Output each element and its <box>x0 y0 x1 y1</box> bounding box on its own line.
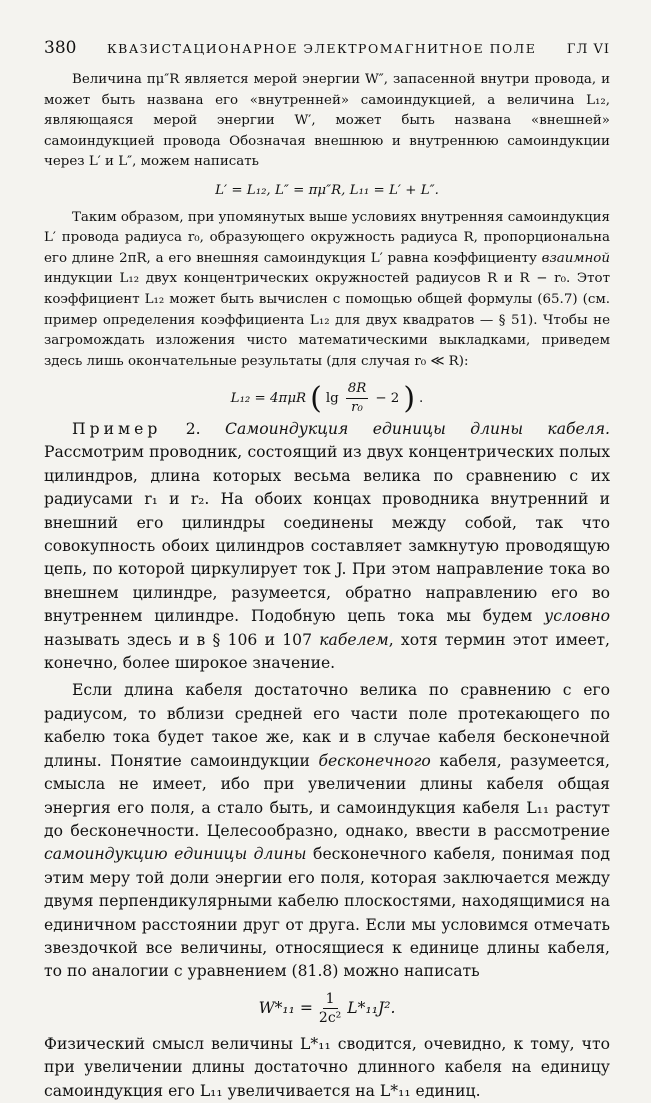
paragraph-cable-length: Если длина кабеля достаточно велика по сравнению с его радиусом, то вблизи средней его части поле протекающего по кабелю тока будет такое же, как и в случае кабеля бесконечной длины. Понятие самоиндукции бесконечного кабеля, разумеется, смысла не имеет, ибо при увеличении длины кабеля общая энергия его поля, а стало быть, и самоиндукция кабеля L₁₁ растут до бесконечности. Целесообразно, однако, ввести в рассмотрение самоиндукцию единицы длины бесконечного кабеля, понимая под этим меру той доли энергии его поля, которая заключается между двумя перпендикулярными кабелю плоскостями, находящимися на единичном расстоянии друг от друга. Если мы условимся отмечать звездочкой все величины, относящиеся к единице длины кабеля, то по аналогии с уравнением (81.8) можно написать <box>44 681 610 981</box>
running-title: КВАЗИСТАЦИОНАРНОЕ ЭЛЕКТРОМАГНИТНОЕ ПОЛЕ <box>106 41 537 56</box>
fraction-1-2c2: $\frac{1}{\text{2c²}}$ <box>318 990 342 1026</box>
equation-l12: L₁₂ = 4πμR ( lg 8R r₀ − 2 ) . <box>230 380 424 416</box>
equation-w11: W*₁₁ = $\frac{1}{\text{2c²}}$ L*₁₁J². <box>258 990 396 1026</box>
running-header <box>44 38 610 58</box>
emphasis-mutual: взаимной <box>541 250 610 266</box>
main-print-block <box>44 418 610 1103</box>
example-label: Пример <box>72 420 162 438</box>
small-print-block <box>44 70 610 417</box>
right-paren: ) <box>403 380 416 416</box>
example-title: Самоиндукция единицы длины кабеля. <box>225 420 610 438</box>
paragraph-example-2: Пример 2. Самоиндукция единицы длины кабеля. Рассмотрим проводник, состоящий из двух концентрических полых цилиндров, длина которых весьма велика по сравнению с их радиусами r₁ и r₂. На обоих концах проводника внутренний и внешний его цилиндры соединены между собой, так что совокупность обоих цилиндров составляет замкнутую проводящую цепь, по которой циркулирует ток J. При этом направление тока во внешнем цилиндре, разумеется, обратно направлению его во внутреннем цилиндре. Подобную цепь тока мы будем условно называть здесь и в § 106 и 107 кабелем, хотя термин этот имеет, конечно, более широкое значение. <box>44 420 610 673</box>
paragraph-internal-inductance: Величина πμ″R является мерой энергии W″, запасенной внутри провода, и может быть названа его «внутренней» самоиндукцией, а величина L₁₂, являющаяся мерой энергии W′, может быть названа «внешней» самоиндукцией провода Обозначая внешнюю и внутреннюю самоиндукции через L′ и L″, можем написать <box>44 72 610 170</box>
page-number: 380 <box>44 38 77 58</box>
chapter-label: ГЛ VI <box>566 42 610 57</box>
fraction-8r-r0: 8R r₀ <box>347 381 367 416</box>
equation-inductances: L′ = L₁₂, L″ = πμ″R, L₁₁ = L′ + L″. <box>215 182 439 198</box>
paragraph-physical-meaning: Физический смысл величины L*₁₁ сводится, очевидно, к тому, что при увеличении длины достаточно длинного кабеля на единицу самоиндукция его L₁₁ увеличивается на L*₁₁ единиц. <box>44 1034 610 1100</box>
paragraph-external-inductance: Таким образом, при упомянутых выше условиях внутренняя самоиндукция L′ провода радиуса r₀, образующего окружность радиуса R, пропорциональна его длине 2πR, а его внешняя самоиндукция L′ равна коэффициенту взаимной индукции L₁₂ двух концентрических окружностей радиусов R и R − r₀. Этот коэффициент L₁₂ может быть вычислен с помощью общей формулы (65.7) (см. пример определения коэффициента L₁₂ для двух квадратов — § 51). Чтобы не загромождать изложения чисто математическими выкладками, приведем здесь лишь окончательные результаты (для случая r₀ ≪ R): <box>44 209 610 369</box>
left-paren: ( <box>310 380 322 416</box>
